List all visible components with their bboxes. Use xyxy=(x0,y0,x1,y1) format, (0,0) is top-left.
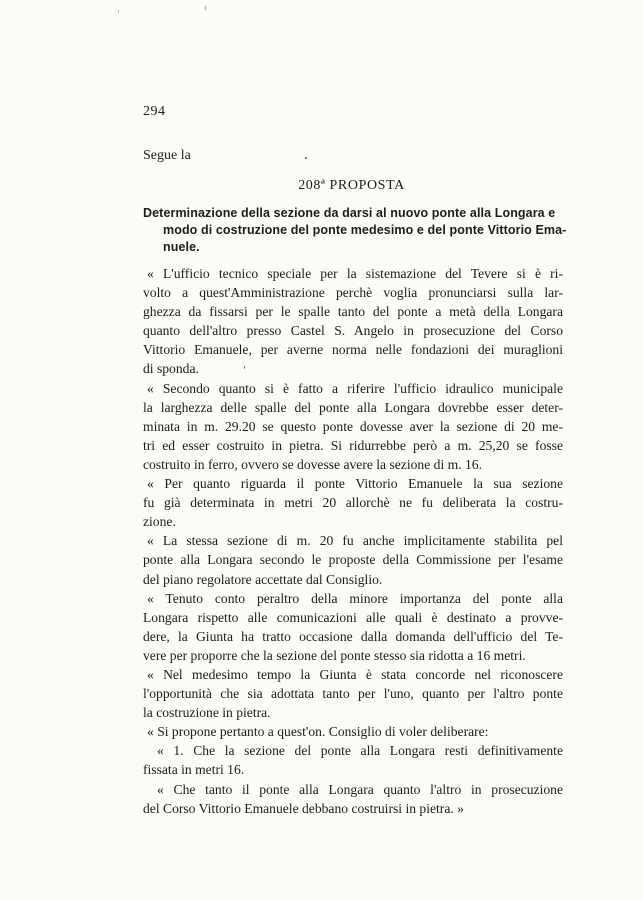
paragraph-line: volto a quest'Amministrazione perchè voglia pronunciarsi sulla lar- xyxy=(143,285,563,301)
scan-speck xyxy=(305,157,307,159)
paragraph-line: « La stessa sezione di m. 20 fu anche implicitamente stabilita pel xyxy=(147,533,563,549)
paragraph-line: di sponda. xyxy=(143,361,199,377)
paragraph-line: ponte alla Longara secondo le proposte della Commissione per l'esame xyxy=(143,552,563,568)
paragraph-line: « Secondo quanto si è fatto a riferire l'ufficio idraulico municipale xyxy=(147,380,563,396)
paragraph-line: la larghezza delle spalle del ponte alla Longara dovrebbe esser deter- xyxy=(143,399,563,415)
paragraph-line: quanto dell'altro presso Castel S. Angelo in prosecuzione del Corso xyxy=(143,323,563,339)
body-paragraph xyxy=(143,379,563,474)
body-paragraph xyxy=(143,264,563,379)
paragraph-line: vere per proporre che la sezione del ponte stesso sia ridotta a 16 metri. xyxy=(143,647,526,663)
paragraph-line: « L'ufficio tecnico speciale per la sistemazione del Tevere si è ri- xyxy=(147,266,563,281)
scan-speck xyxy=(244,366,245,369)
body-paragraph xyxy=(143,665,563,722)
paragraph-line: costruito in ferro, ovvero se dovesse avere la sezione di m. 16. xyxy=(143,456,482,472)
paragraph-line: fu già determinata in metri 20 allorchè ne fu deliberata la costru- xyxy=(143,495,563,511)
paragraph-line: « Che tanto il ponte alla Longara quanto l'altro in prosecuzione xyxy=(157,781,563,797)
page-number: 294 xyxy=(143,104,166,119)
paragraph-line: « Tenuto conto peraltro della minore importanza del ponte alla xyxy=(147,590,563,606)
paragraph-line: l'opportunità che sia adottata tanto per l'uno, quanto per l'altro ponte xyxy=(143,686,563,702)
paragraph-line: tri ed esser costruito in pietra. Si ridurrebbe però a m. 25,20 se fosse xyxy=(143,437,563,453)
paragraph-line: « 1. Che la sezione del ponte alla Longara resti definitivamente xyxy=(157,743,563,759)
continuation-label: Segue la xyxy=(143,148,191,163)
body-paragraph xyxy=(143,474,563,531)
scan-speck xyxy=(118,10,119,13)
paragraph-line: minata in m. 29.20 se questo ponte dovesse aver la sezione di 20 me- xyxy=(143,418,563,434)
paragraph-line: Vittorio Emanuele, per averne norma nelle fondazioni dei muraglioni xyxy=(143,342,563,358)
subtitle-line: modo di costruzione del ponte medesimo e del ponte Vittorio Ema- xyxy=(163,223,567,237)
subtitle-line: Determinazione della sezione da darsi al nuovo ponte alla Longara e xyxy=(143,206,556,220)
paragraph-line: « Nel medesimo tempo la Giunta è stata concorde nel riconoscere xyxy=(147,666,563,682)
body-text xyxy=(143,264,563,818)
body-paragraph xyxy=(143,722,563,741)
paragraph-line: « Si propone pertanto a quest'on. Consiglio di voler deliberare: xyxy=(147,724,489,740)
paragraph-line: fissata in metri 16. xyxy=(143,762,245,778)
paragraph-line: del piano regolatore accettate dal Consiglio. xyxy=(143,571,383,587)
body-paragraph xyxy=(143,780,563,818)
paragraph-line: « Per quanto riguarda il ponte Vittorio Emanuele la sua sezione xyxy=(147,476,563,492)
proposal-subtitle xyxy=(143,205,567,256)
body-paragraph xyxy=(143,531,563,588)
paragraph-line: zione. xyxy=(143,514,176,530)
paragraph-line: ghezza da fissarsi per le spalle tanto del ponte a metà della Longara xyxy=(143,304,563,320)
body-paragraph xyxy=(143,741,563,779)
scan-speck xyxy=(205,6,206,10)
proposal-heading: 208ª PROPOSTA xyxy=(298,178,405,193)
paragraph-line: Longara rispetto alle comunicazioni alle quali è destinato a provve- xyxy=(143,609,563,625)
subtitle-line: nuele. xyxy=(163,240,200,254)
body-paragraph xyxy=(143,589,563,665)
paragraph-line: la costruzione in pietra. xyxy=(143,705,271,721)
paragraph-line: del Corso Vittorio Emanuele debbano costruirsi in pietra. » xyxy=(143,800,464,816)
paragraph-line: dere, la Giunta ha tratto occasione dalla domanda dell'ufficio del Te- xyxy=(143,628,563,644)
